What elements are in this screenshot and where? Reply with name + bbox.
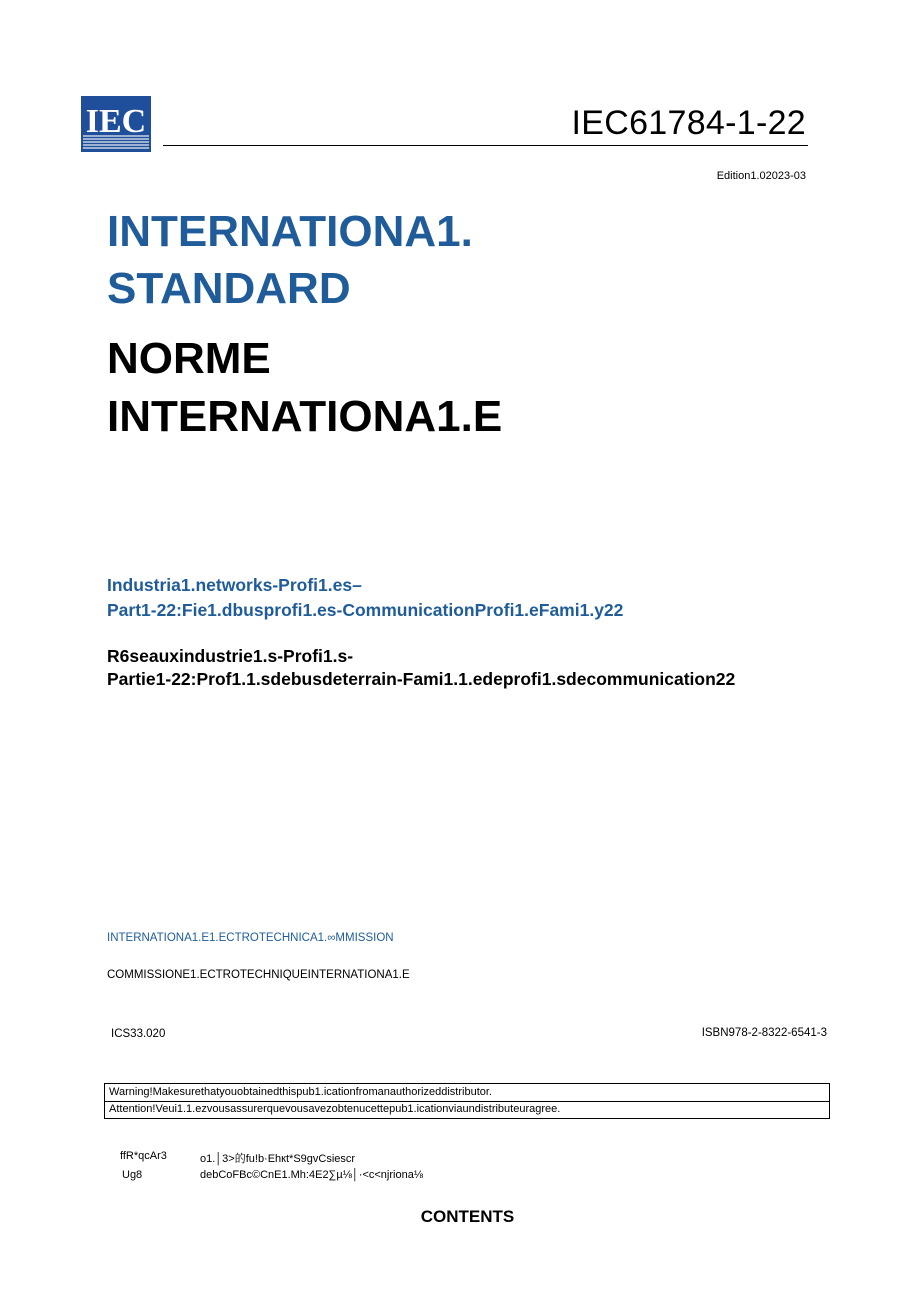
footer-row1-left: ffR*qcAr3: [120, 1150, 167, 1162]
subtitle-fr-line2: Partie1-22:Prof1.1.sdebusdeterrain-Fami1.1.edeprofi1.sdecommunication22: [107, 669, 736, 689]
warning-divider: [105, 1101, 829, 1102]
iec-logo-graphic: [81, 96, 151, 152]
logo-text: IEC: [85, 103, 147, 140]
ics-code: ICS33.020: [111, 1028, 166, 1040]
iec-logo: [81, 96, 151, 152]
footer-row2-left: Ug8: [122, 1169, 143, 1181]
organisation-name-en: INTERNATIONA1.E1.ECTROTECHNICA1.∞MMISSION: [107, 932, 394, 944]
footer-row2-right: debCoFBc©CnE1.Mh:4E2∑µ⅛│·<c<njriona⅛: [200, 1169, 423, 1181]
subtitle-fr-line1: R6seauxindustrie1.s-Profi1.s-: [107, 646, 354, 666]
contents-heading: CONTENTS: [420, 1207, 515, 1226]
warning-en: Warning!Makesurethatyouobtainedthispub1.icationfromanauthorizeddistributor.: [109, 1086, 492, 1098]
title-fr-line2: INTERNATIONA1.E: [107, 392, 503, 441]
edition-info: Edition1.02023-03: [716, 170, 806, 182]
title-en-line1: INTERNATIONA1.: [107, 207, 473, 256]
header-rule: [163, 145, 808, 146]
subtitle-en-line2: Part1-22:Fie1.dbusprofi1.es-CommunicationProfi1.eFami1.y22: [107, 600, 624, 620]
organisation-name-fr: COMMISSIONE1.ECTROTECHNIQUEINTERNATIONA1.E: [107, 969, 410, 981]
subtitle-en-line1: Industria1.networks-Profi1.es–: [107, 575, 362, 595]
document-number: IEC61784-1-22: [571, 104, 806, 142]
title-en-line2: STANDARD: [107, 264, 351, 313]
warning-box: [104, 1083, 830, 1119]
warning-fr: Attention!Veui1.1.ezvousassurerquevousavezobtenucettepub1.icationviaundistributeuragree.: [109, 1103, 561, 1115]
isbn-number: ISBN978-2-8322-6541-3: [701, 1027, 827, 1039]
title-fr-line1: NORME: [107, 334, 271, 383]
footer-row1-right: o1.│3>的fu!b·Ehкt*S9gvCsiescr: [200, 1153, 356, 1165]
